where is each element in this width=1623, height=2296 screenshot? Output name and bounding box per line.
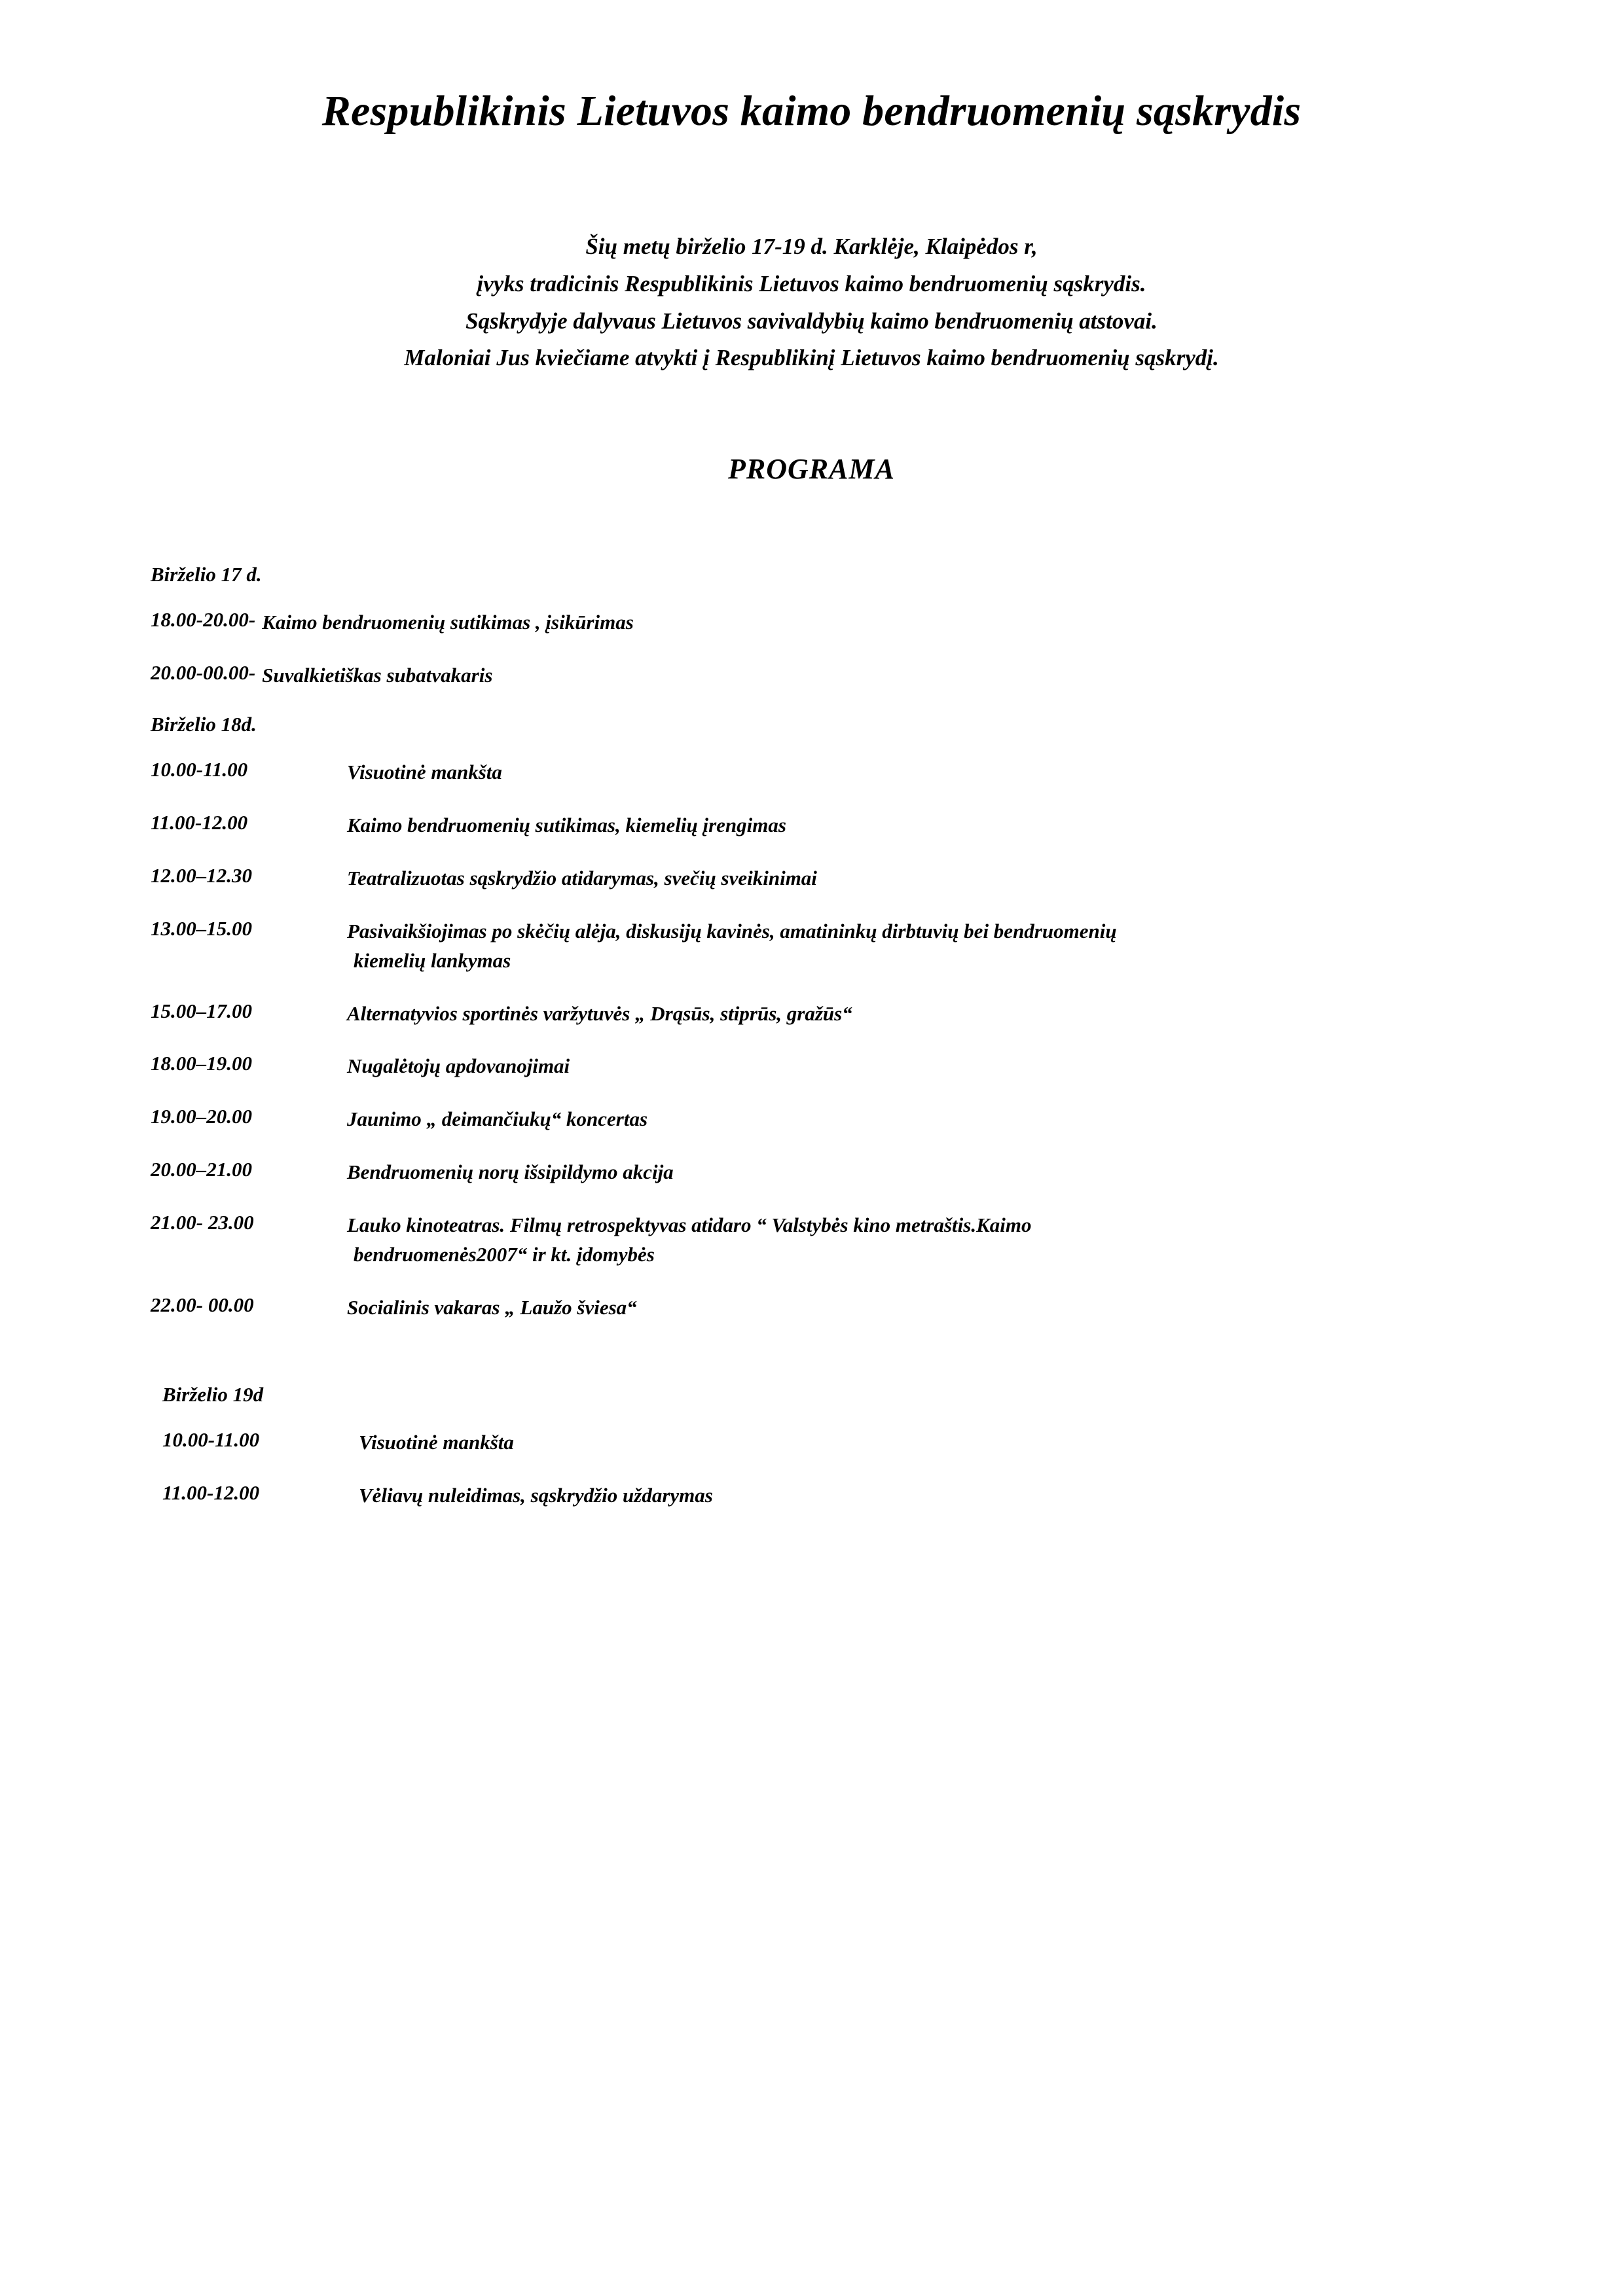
day1-heading: Birželio 17 d.: [151, 562, 262, 586]
schedule-row: [162, 1481, 1525, 1511]
row-time: 21.00- 23.00: [151, 1211, 254, 1234]
schedule-row: [151, 1293, 1525, 1323]
schedule-row: [151, 999, 1525, 1029]
intro-line-3: Sąskrydyje dalyvaus Lietuvos savivaldybių kaimo bendruomenių atstovai.: [465, 308, 1158, 334]
row-time: 20.00–21.00: [151, 1158, 252, 1181]
row-description: Teatralizuotas sąskrydžio atidarymas, svečių sveikinimai: [347, 866, 817, 889]
row-description: Bendruomenių norų išsipildymo akcija: [347, 1160, 674, 1184]
row-description-main: Pasivaikšiojimas po skėčių alėja, diskusijų kavinės, amatininkų dirbtuvių bei bendruomenių: [347, 919, 1117, 942]
row-time: 18.00-20.00-: [151, 607, 256, 631]
row-time: 20.00-00.00-: [151, 660, 256, 684]
row-description-continuation: kiemelių lankymas: [354, 948, 511, 972]
row-time: 12.00–12.30: [151, 863, 252, 887]
schedule: [98, 564, 1525, 1511]
row-time: 11.00-12.00: [162, 1481, 260, 1504]
row-time: 10.00-11.00: [162, 1428, 260, 1452]
schedule-row: [151, 1158, 1525, 1187]
intro-line-4: Maloniai Jus kviečiame atvykti į Respublikinį Lietuvos kaimo bendruomenių sąskrydį.: [404, 345, 1219, 371]
row-time: 11.00-12.00: [151, 810, 248, 834]
row-time: 19.00–20.00: [151, 1105, 252, 1128]
row-description: Nugalėtojų apdovanojimai: [347, 1054, 570, 1078]
schedule-row: [151, 661, 1525, 691]
row-time: 18.00–19.00: [151, 1052, 252, 1075]
intro-line-1: Šių metų birželio 17-19 d. Karklėje, Klaipėdos r,: [585, 234, 1038, 260]
schedule-row: [151, 917, 1525, 976]
row-time: 13.00–15.00: [151, 916, 252, 940]
row-description: Jaunimo „ deimančiukų“ koncertas: [347, 1107, 648, 1131]
row-description: Visuotinė mankšta: [359, 1431, 514, 1454]
row-description: Kaimo bendruomenių sutikimas , įsikūrimas: [262, 610, 634, 634]
schedule-row: [162, 1428, 1525, 1458]
row-description: Vėliavų nuleidimas, sąskrydžio uždarymas: [359, 1484, 713, 1507]
schedule-row: [151, 1052, 1525, 1081]
row-description: Socialinis vakaras „ Laužo šviesa“: [347, 1296, 637, 1319]
row-description: [347, 1211, 1395, 1270]
row-description: Visuotinė mankšta: [347, 760, 502, 783]
program-heading: PROGRAMA: [728, 452, 895, 485]
day2-heading: Birželio 18d.: [151, 712, 257, 736]
row-description-main: Lauko kinoteatras. Filmų retrospektyvas atidaro “ Valstybės kino metraštis.Kaimo: [347, 1213, 1032, 1237]
section-spacer: [151, 1346, 1525, 1384]
schedule-row: [151, 1105, 1525, 1134]
schedule-row: [151, 608, 1525, 637]
schedule-row: [151, 864, 1525, 893]
row-description: [347, 917, 1395, 976]
intro-line-2: įvyks tradicinis Respublikinis Lietuvos kaimo bendruomenių sąskrydis.: [477, 270, 1146, 296]
day3-heading: Birželio 19d: [162, 1383, 264, 1407]
row-description: Kaimo bendruomenių sutikimas, kiemelių įrengimas: [347, 813, 786, 836]
intro-paragraph: [98, 228, 1525, 377]
page-title: Respublikinis Lietuvos kaimo bendruomenių sąskrydis: [321, 87, 1302, 135]
schedule-row: [151, 758, 1525, 787]
day3-block: [151, 1384, 1525, 1511]
row-description: Suvalkietiškas subatvakaris: [262, 663, 493, 687]
schedule-row: [151, 811, 1525, 840]
row-time: 22.00- 00.00: [151, 1293, 254, 1317]
row-description: Alternatyvios sportinės varžytuvės „ Drąsūs, stiprūs, gražūs“: [347, 1001, 852, 1025]
row-time: 10.00-11.00: [151, 757, 248, 781]
row-time: 15.00–17.00: [151, 999, 252, 1022]
row-description-continuation: bendruomenės2007“ ir kt. įdomybės: [354, 1243, 655, 1266]
schedule-row: [151, 1211, 1525, 1270]
